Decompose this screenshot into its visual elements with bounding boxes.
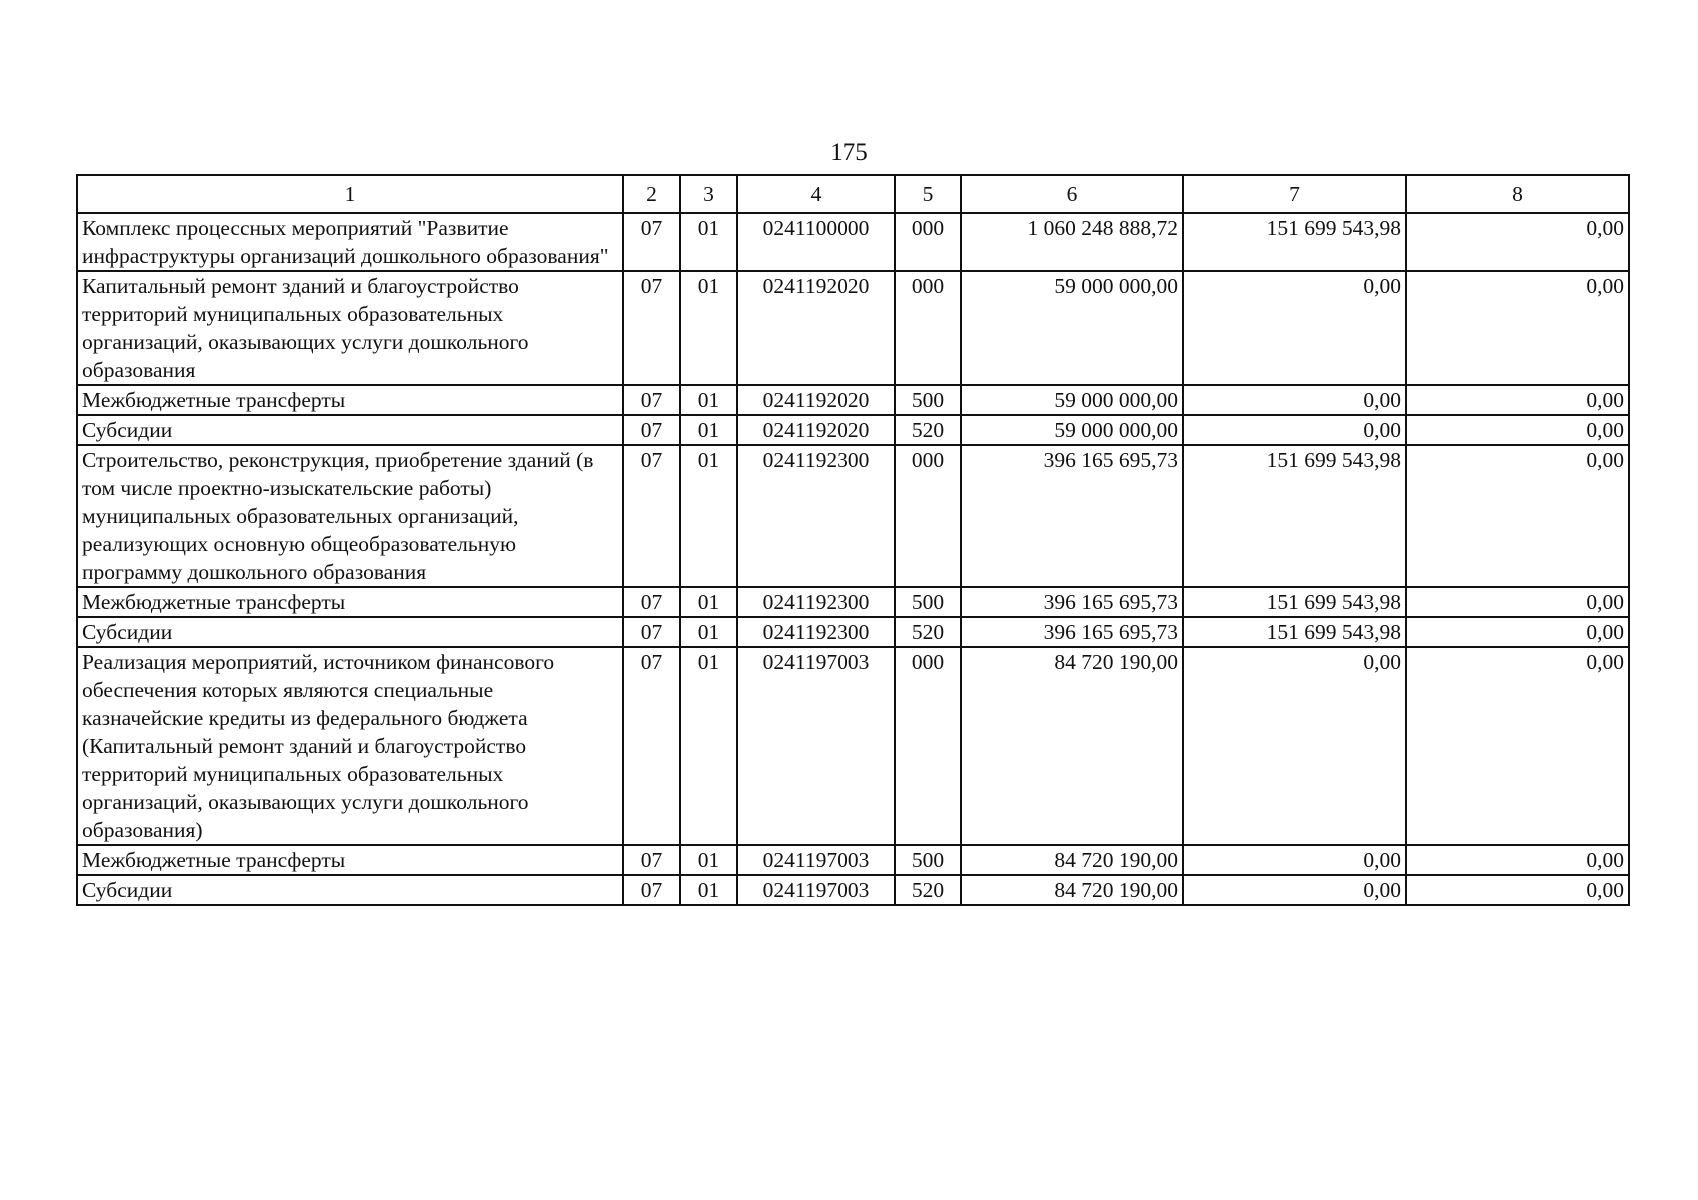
table-row <box>77 445 1629 587</box>
row-name: Межбюджетные трансферты <box>77 587 623 617</box>
header-cell: 5 <box>895 175 961 213</box>
amount-col6: 396 165 695,73 <box>961 445 1183 587</box>
subsection-code: 01 <box>680 647 737 845</box>
row-name: Комплекс процессных мероприятий "Развитие инфраструктуры организаций дошкольного образования" <box>77 213 623 271</box>
row-name: Межбюджетные трансферты <box>77 385 623 415</box>
header-cell: 6 <box>961 175 1183 213</box>
amount-col7: 151 699 543,98 <box>1183 587 1406 617</box>
target-article-code: 0241192020 <box>737 271 895 385</box>
amount-col8: 0,00 <box>1406 845 1629 875</box>
table-row <box>77 875 1629 905</box>
amount-col7: 0,00 <box>1183 271 1406 385</box>
header-cell: 4 <box>737 175 895 213</box>
subsection-code: 01 <box>680 415 737 445</box>
amount-col6: 59 000 000,00 <box>961 271 1183 385</box>
section-code: 07 <box>623 845 680 875</box>
amount-col8: 0,00 <box>1406 875 1629 905</box>
expense-type-code: 500 <box>895 587 961 617</box>
amount-col7: 151 699 543,98 <box>1183 617 1406 647</box>
amount-col7: 0,00 <box>1183 845 1406 875</box>
table-row <box>77 213 1629 271</box>
amount-col8: 0,00 <box>1406 213 1629 271</box>
target-article-code: 0241192300 <box>737 587 895 617</box>
table-row <box>77 617 1629 647</box>
amount-col7: 0,00 <box>1183 647 1406 845</box>
amount-col8: 0,00 <box>1406 587 1629 617</box>
subsection-code: 01 <box>680 271 737 385</box>
section-code: 07 <box>623 271 680 385</box>
table-row <box>77 845 1629 875</box>
amount-col6: 59 000 000,00 <box>961 415 1183 445</box>
subsection-code: 01 <box>680 875 737 905</box>
amount-col7: 151 699 543,98 <box>1183 445 1406 587</box>
amount-col7: 0,00 <box>1183 385 1406 415</box>
amount-col7: 0,00 <box>1183 875 1406 905</box>
subsection-code: 01 <box>680 845 737 875</box>
amount-col8: 0,00 <box>1406 271 1629 385</box>
target-article-code: 0241197003 <box>737 875 895 905</box>
subsection-code: 01 <box>680 445 737 587</box>
amount-col8: 0,00 <box>1406 647 1629 845</box>
amount-col7: 0,00 <box>1183 415 1406 445</box>
section-code: 07 <box>623 385 680 415</box>
table-row <box>77 587 1629 617</box>
target-article-code: 0241192300 <box>737 445 895 587</box>
target-article-code: 0241197003 <box>737 647 895 845</box>
amount-col6: 84 720 190,00 <box>961 845 1183 875</box>
row-name: Капитальный ремонт зданий и благоустройство территорий муниципальных образовательных организаций, оказывающих услуги дошкольного образования <box>77 271 623 385</box>
amount-col6: 84 720 190,00 <box>961 875 1183 905</box>
amount-col6: 84 720 190,00 <box>961 647 1183 845</box>
expense-type-code: 520 <box>895 415 961 445</box>
header-cell: 1 <box>77 175 623 213</box>
target-article-code: 0241192020 <box>737 385 895 415</box>
amount-col7: 151 699 543,98 <box>1183 213 1406 271</box>
amount-col6: 396 165 695,73 <box>961 587 1183 617</box>
table-row <box>77 271 1629 385</box>
section-code: 07 <box>623 587 680 617</box>
header-cell: 2 <box>623 175 680 213</box>
expense-type-code: 520 <box>895 875 961 905</box>
row-name: Субсидии <box>77 617 623 647</box>
page-number: 175 <box>830 139 868 166</box>
expense-type-code: 500 <box>895 845 961 875</box>
target-article-code: 0241100000 <box>737 213 895 271</box>
row-name: Реализация мероприятий, источником финансового обеспечения которых являются специальные казначейские кредиты из федерального бюджета (Капитальный ремонт зданий и благоустройство территорий муниципальных образовательных организаций, оказывающих услуги дошкольного образования) <box>77 647 623 845</box>
table-row <box>77 415 1629 445</box>
expense-type-code: 000 <box>895 647 961 845</box>
subsection-code: 01 <box>680 213 737 271</box>
expense-type-code: 000 <box>895 445 961 587</box>
section-code: 07 <box>623 445 680 587</box>
row-name: Субсидии <box>77 875 623 905</box>
subsection-code: 01 <box>680 385 737 415</box>
row-name: Строительство, реконструкция, приобретение зданий (в том числе проектно-изыскательские работы) муниципальных образовательных организаций, реализующих основную общеобразовательную программу дошкольного образования <box>77 445 623 587</box>
row-name: Субсидии <box>77 415 623 445</box>
section-code: 07 <box>623 213 680 271</box>
amount-col8: 0,00 <box>1406 415 1629 445</box>
expense-type-code: 000 <box>895 213 961 271</box>
target-article-code: 0241192020 <box>737 415 895 445</box>
expense-type-code: 500 <box>895 385 961 415</box>
header-row <box>77 175 1629 213</box>
table-row <box>77 385 1629 415</box>
budget-table <box>76 174 1630 906</box>
row-name: Межбюджетные трансферты <box>77 845 623 875</box>
header-cell: 7 <box>1183 175 1406 213</box>
section-code: 07 <box>623 617 680 647</box>
amount-col6: 396 165 695,73 <box>961 617 1183 647</box>
subsection-code: 01 <box>680 587 737 617</box>
amount-col6: 1 060 248 888,72 <box>961 213 1183 271</box>
section-code: 07 <box>623 647 680 845</box>
amount-col8: 0,00 <box>1406 445 1629 587</box>
header-cell: 3 <box>680 175 737 213</box>
header-cell: 8 <box>1406 175 1629 213</box>
section-code: 07 <box>623 415 680 445</box>
expense-type-code: 000 <box>895 271 961 385</box>
target-article-code: 0241192300 <box>737 617 895 647</box>
amount-col6: 59 000 000,00 <box>961 385 1183 415</box>
amount-col8: 0,00 <box>1406 385 1629 415</box>
target-article-code: 0241197003 <box>737 845 895 875</box>
expense-type-code: 520 <box>895 617 961 647</box>
amount-col8: 0,00 <box>1406 617 1629 647</box>
table-row <box>77 647 1629 845</box>
section-code: 07 <box>623 875 680 905</box>
subsection-code: 01 <box>680 617 737 647</box>
